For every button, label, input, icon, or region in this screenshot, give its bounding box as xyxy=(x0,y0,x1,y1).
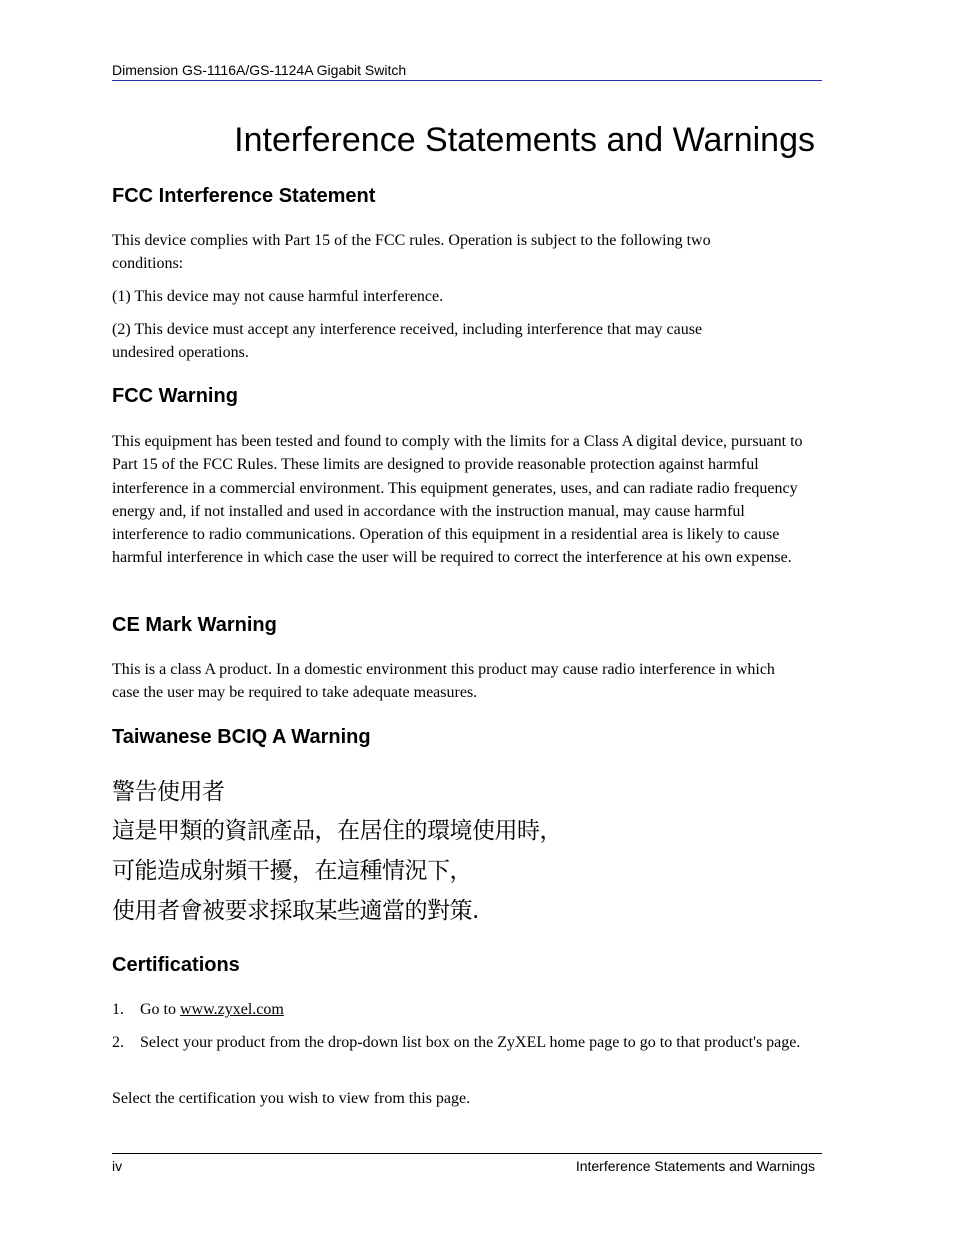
fcc-statement-heading: FCC Interference Statement xyxy=(112,185,376,207)
step-1-text: Go to xyxy=(140,1001,180,1018)
ce-warning-heading: CE Mark Warning xyxy=(112,614,277,636)
list-item-text xyxy=(140,998,820,1021)
taiwan-warning-heading: Taiwanese BCIQ A Warning xyxy=(112,726,371,748)
ce-warning-paragraph: This is a class A product. In a domestic environment this product may cause radio interference in which case the user may be required to take adequate measures. xyxy=(112,661,775,702)
taiwan-warning-line-1: 警告使用者 xyxy=(112,779,225,805)
fcc-statement-paragraph: This device complies with Part 15 of the FCC rules. Operation is subject to the following two conditions: xyxy=(112,232,711,273)
page-number: iv xyxy=(112,1158,123,1174)
certifications-heading: Certifications xyxy=(112,954,240,976)
taiwan-warning-line-4: 使用者會被要求採取某些適當的對策. xyxy=(112,898,479,924)
fcc-condition-2: (2) This device must accept any interference received, including interference that may cause undesired operations. xyxy=(112,321,703,362)
fcc-warning-paragraph: This equipment has been tested and found to comply with the limits for a Class A digital device, pursuant to Part 15 of the FCC Rules. These limits are designed to provide reasonable protection against harmful interference in a commercial environment. This equipment generates, uses, and can radiate radio frequency energy and, if not installed and used in accordance with the instruction manual, may cause harmful interference to radio communications. Operation of this equipment in a residential area is likely to cause harmful interference in which case the user will be required to correct the interference at his own expense. xyxy=(112,433,803,567)
list-number: 2. xyxy=(112,1034,124,1051)
footer-chapter-title: Interference Statements and Warnings xyxy=(575,1158,815,1174)
fcc-condition-1: (1) This device may not cause harmful interference. xyxy=(112,288,444,305)
running-header: Dimension GS-1116A/GS-1124A Gigabit Switch xyxy=(112,60,822,81)
certifications-step-1 xyxy=(112,998,812,1022)
fcc-warning-heading: FCC Warning xyxy=(112,385,238,407)
zyxel-website-link[interactable]: www.zyxel.com xyxy=(180,1001,284,1018)
taiwan-warning-line-3: 可能造成射頻干擾，在這種情況下， xyxy=(112,858,472,884)
taiwan-warning-line-2: 這是甲類的資訊產品，在居住的環境使用時， xyxy=(112,818,562,844)
certifications-closing: Select the certification you wish to view from this page. xyxy=(112,1090,471,1107)
list-number: 1. xyxy=(112,1001,124,1018)
running-footer xyxy=(112,1153,822,1178)
step-2-text: Select your product from the drop-down list box on the ZyXEL home page to go to that product's page. xyxy=(140,1034,801,1051)
certifications-step-2 xyxy=(112,1031,812,1079)
page-title: Interference Statements and Warnings xyxy=(234,121,815,159)
